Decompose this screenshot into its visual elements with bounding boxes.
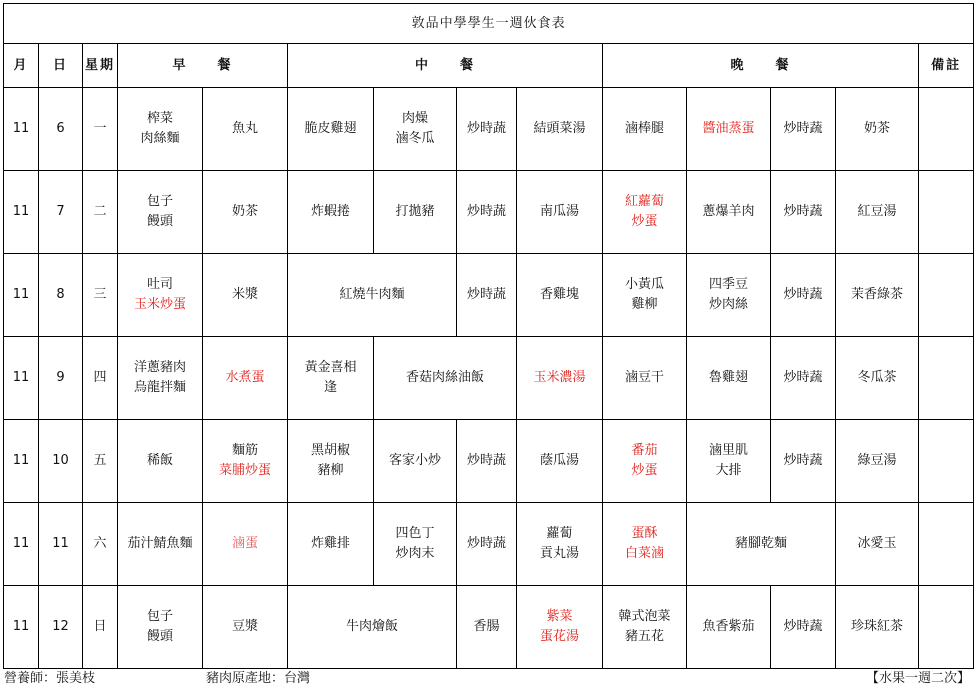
lunch-vegetable: 炒時蔬	[457, 254, 517, 337]
cell-note	[919, 420, 974, 503]
dinner-vegetable: 炒時蔬	[771, 586, 836, 669]
cell-month: 11	[4, 586, 39, 669]
cell-day: 8	[39, 254, 83, 337]
breakfast-main: 洋蔥豬肉 烏龍拌麵	[118, 337, 203, 420]
cell-month: 11	[4, 254, 39, 337]
cell-note	[919, 337, 974, 420]
header-breakfast: 早 餐	[118, 44, 288, 88]
breakfast-side: 豆漿	[203, 586, 288, 669]
dinner-dish-1: 滷豆干	[603, 337, 687, 420]
breakfast-side: 水煮蛋	[203, 337, 288, 420]
lunch-dish-2: 肉燥 滷冬瓜	[374, 88, 457, 171]
lunch-main-combined: 牛肉燴飯	[288, 586, 457, 669]
breakfast-main: 吐司 玉米炒蛋	[118, 254, 203, 337]
cell-month: 11	[4, 337, 39, 420]
cell-weekday: 四	[83, 337, 118, 420]
header-weekday: 星期	[83, 44, 118, 88]
dinner-dish-2: 蔥爆羊肉	[687, 171, 771, 254]
header-day: 日	[39, 44, 83, 88]
weekly-menu-table	[3, 3, 974, 669]
cell-month: 11	[4, 88, 39, 171]
lunch-vegetable: 炒時蔬	[457, 88, 517, 171]
dinner-soup: 茉香綠茶	[836, 254, 919, 337]
breakfast-side: 滷蛋	[203, 503, 288, 586]
header-dinner: 晚 餐	[603, 44, 919, 88]
lunch-dish-2: 打拋豬	[374, 171, 457, 254]
lunch-vegetable: 炒時蔬	[457, 420, 517, 503]
dinner-dish-1: 蛋酥 白菜滷	[603, 503, 687, 586]
cell-weekday: 一	[83, 88, 118, 171]
dinner-dish-1: 番茄 炒蛋	[603, 420, 687, 503]
dinner-soup: 珍珠紅茶	[836, 586, 919, 669]
table-row	[4, 337, 974, 420]
lunch-vegetable: 炒時蔬	[457, 503, 517, 586]
lunch-dish-1: 黃金喜相 逢	[288, 337, 374, 420]
cell-day: 10	[39, 420, 83, 503]
cell-weekday: 三	[83, 254, 118, 337]
table-row	[4, 254, 974, 337]
header-lunch: 中 餐	[288, 44, 603, 88]
dinner-vegetable: 炒時蔬	[771, 337, 836, 420]
dinner-vegetable: 炒時蔬	[771, 88, 836, 171]
lunch-soup: 紫菜 蛋花湯	[517, 586, 603, 669]
lunch-dish-2: 客家小炒	[374, 420, 457, 503]
footer-dietitian: 營養師：張美枝	[4, 671, 96, 686]
lunch-soup: 玉米濃湯	[517, 337, 603, 420]
dinner-soup: 綠豆湯	[836, 420, 919, 503]
table-row	[4, 88, 974, 171]
cell-day: 6	[39, 88, 83, 171]
lunch-dish-1: 脆皮雞翅	[288, 88, 374, 171]
breakfast-side: 米漿	[203, 254, 288, 337]
menu-title: 敦品中學學生一週伙食表	[4, 4, 974, 44]
dinner-soup: 紅豆湯	[836, 171, 919, 254]
dinner-dish-2: 魯雞翅	[687, 337, 771, 420]
dinner-soup: 奶茶	[836, 88, 919, 171]
cell-day: 9	[39, 337, 83, 420]
cell-day: 7	[39, 171, 83, 254]
dinner-soup: 冰愛玉	[836, 503, 919, 586]
breakfast-side: 麵筋 菜脯炒蛋	[203, 420, 288, 503]
cell-note	[919, 586, 974, 669]
dinner-vegetable: 炒時蔬	[771, 171, 836, 254]
lunch-dish-1: 炸雞排	[288, 503, 374, 586]
dinner-dish-1: 紅蘿蔔 炒蛋	[603, 171, 687, 254]
footer-pork-origin: 豬肉原產地：台灣	[206, 671, 311, 686]
cell-day: 11	[39, 503, 83, 586]
breakfast-main: 茄汁鯖魚麵	[118, 503, 203, 586]
cell-weekday: 二	[83, 171, 118, 254]
lunch-soup: 結頭菜湯	[517, 88, 603, 171]
dinner-soup: 冬瓜茶	[836, 337, 919, 420]
table-row	[4, 420, 974, 503]
breakfast-main: 包子 饅頭	[118, 586, 203, 669]
lunch-main-combined: 香菇肉絲油飯	[374, 337, 517, 420]
table-row	[4, 503, 974, 586]
lunch-vegetable: 香腸	[457, 586, 517, 669]
cell-weekday: 五	[83, 420, 118, 503]
cell-note	[919, 254, 974, 337]
cell-weekday: 日	[83, 586, 118, 669]
table-row	[4, 171, 974, 254]
cell-month: 11	[4, 503, 39, 586]
dinner-vegetable: 炒時蔬	[771, 254, 836, 337]
lunch-dish-2: 四色丁 炒肉末	[374, 503, 457, 586]
header-month: 月	[4, 44, 39, 88]
breakfast-main: 包子 饅頭	[118, 171, 203, 254]
lunch-soup: 蔭瓜湯	[517, 420, 603, 503]
dinner-dish-2: 滷里肌 大排	[687, 420, 771, 503]
dinner-dish-1: 滷棒腿	[603, 88, 687, 171]
breakfast-side: 奶茶	[203, 171, 288, 254]
dinner-main-combined: 豬腳乾麵	[687, 503, 836, 586]
cell-note	[919, 88, 974, 171]
dinner-dish-2: 四季豆 炒肉絲	[687, 254, 771, 337]
cell-weekday: 六	[83, 503, 118, 586]
dinner-vegetable: 炒時蔬	[771, 420, 836, 503]
dinner-dish-1: 韓式泡菜 豬五花	[603, 586, 687, 669]
cell-note	[919, 171, 974, 254]
lunch-main-combined: 紅燒牛肉麵	[288, 254, 457, 337]
lunch-soup: 蘿蔔 貢丸湯	[517, 503, 603, 586]
dinner-dish-2: 醬油蒸蛋	[687, 88, 771, 171]
table-row	[4, 586, 974, 669]
lunch-vegetable: 炒時蔬	[457, 171, 517, 254]
breakfast-main: 稀飯	[118, 420, 203, 503]
dinner-dish-2: 魚香紫茄	[687, 586, 771, 669]
cell-month: 11	[4, 171, 39, 254]
cell-day: 12	[39, 586, 83, 669]
lunch-dish-1: 黑胡椒 豬柳	[288, 420, 374, 503]
breakfast-main: 榨菜 肉絲麵	[118, 88, 203, 171]
footer-fruit-note: 【水果一週二次】	[865, 671, 970, 686]
header-note: 備註	[919, 44, 974, 88]
lunch-soup: 香雞塊	[517, 254, 603, 337]
dinner-dish-1: 小黃瓜 雞柳	[603, 254, 687, 337]
cell-note	[919, 503, 974, 586]
cell-month: 11	[4, 420, 39, 503]
breakfast-side: 魚丸	[203, 88, 288, 171]
lunch-soup: 南瓜湯	[517, 171, 603, 254]
lunch-dish-1: 炸蝦捲	[288, 171, 374, 254]
